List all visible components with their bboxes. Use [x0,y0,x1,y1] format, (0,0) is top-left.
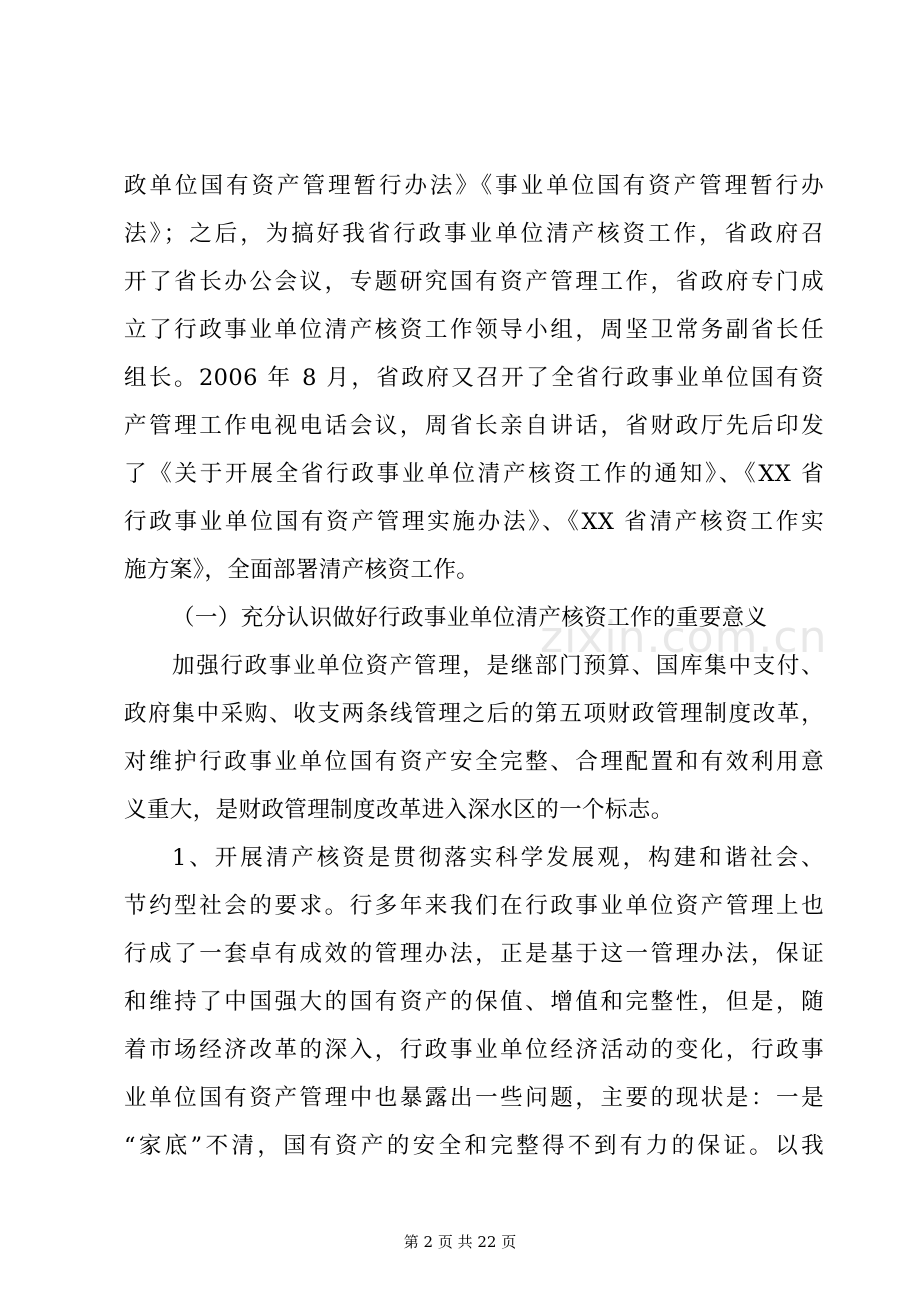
text-line: 节约型社会的要求。行多年来我们在行政事业单位资产管理上也 [124,893,824,919]
document-body [124,162,824,1170]
text-line: 对维护行政事业单位国有资产安全完整、合理配置和有效利用意 [124,749,824,775]
text-line: 产管理工作电视电话会议，周省长亲自讲话，省财政厅先后印发 [124,413,824,439]
text-line: 行政事业单位国有资产管理实施办法》、《XX 省清产核资工作实 [124,509,824,535]
watermark-text: zixin.com.cn [540,612,828,663]
text-line: 政府集中采购、收支两条线管理之后的第五项财政管理制度改革， [124,701,824,727]
text-line: 加强行政事业单位资产管理，是继部门预算、国库集中支付、 [172,653,824,679]
text-line: 组长。2006 年 8 月，省政府又召开了全省行政事业单位国有资 [124,365,824,391]
text-line: 开了省长办公会议，专题研究国有资产管理工作，省政府专门成 [124,269,824,295]
text-line: 施方案》，全面部署清产核资工作。 [124,557,480,583]
page-number-footer: 第 2 页 共 22 页 [403,1233,517,1251]
text-line: 法》；之后，为搞好我省行政事业单位清产核资工作，省政府召 [124,221,824,247]
text-line: 着市场经济改革的深入，行政事业单位经济活动的变化，行政事 [124,1037,824,1063]
text-line: 和维持了中国强大的国有资产的保值、增值和完整性，但是，随 [124,989,824,1015]
text-line: 了《关于开展全省行政事业单位清产核资工作的通知》、《XX 省 [124,461,824,487]
text-line: 行成了一套卓有成效的管理办法，正是基于这一管理办法，保证 [124,941,824,967]
text-line: 义重大，是财政管理制度改革进入深水区的一个标志。 [124,797,674,823]
text-line: “家底”不清，国有资产的安全和完整得不到有力的保证。以我 [124,1133,824,1159]
text-line: 业单位国有资产管理中也暴露出一些问题，主要的现状是：一是 [124,1085,824,1111]
section-heading: （一）充分认识做好行政事业单位清产核资工作的重要意义 [172,605,768,631]
text-line: 立了行政事业单位清产核资工作领导小组，周坚卫常务副省长任 [124,317,824,343]
text-line: 1、开展清产核资是贯彻落实科学发展观，构建和谐社会、 [172,845,824,871]
text-line: 政单位国有资产管理暂行办法》《事业单位国有资产管理暂行办 [124,173,824,199]
